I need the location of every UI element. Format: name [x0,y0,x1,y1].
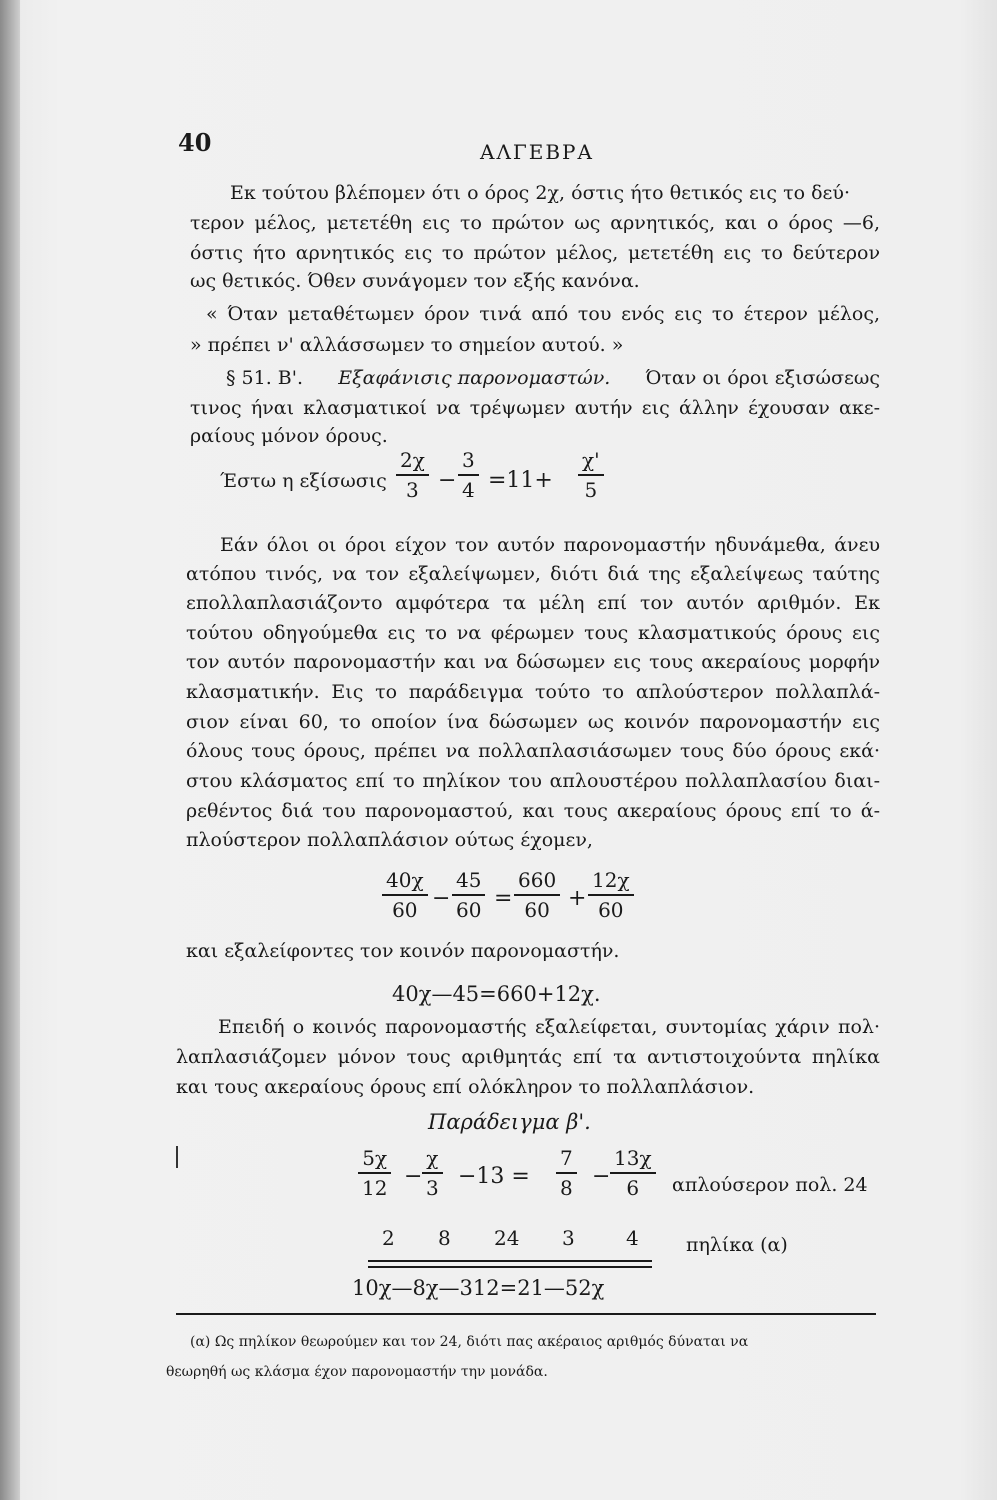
example-title: Παράδειγμα β'. [428,1110,591,1134]
para3-line: λαπλασιάζομεν μόνον τους αριθμητάς επί τα αντιστοιχούντα πηλίκα [176,1046,880,1068]
denominator: 8 [560,1176,573,1200]
para2-line: τούτου οδηγούμεθα εις το να φέρωμεν τους κλασματικούς όρους εις [186,622,880,644]
fraction [514,868,560,922]
operator: − [592,1164,611,1189]
denominator: 3 [406,478,419,502]
quotient-value: 4 [626,1226,639,1250]
denominator: 3 [426,1176,439,1200]
numerator: 45 [456,868,482,892]
para2-line: κλασματικήν. Εις το παράδειγμα τούτο το απλούστερον πολλαπλά- [186,681,880,703]
numerator: 7 [560,1146,573,1170]
para3-line: και τους ακεραίους όρους επί ολόκληρον το πολλαπλάσιον. [176,1076,755,1098]
para2-line: ατόπου τινός, να τον εξαλείψωμεν, διότι διά της εξαλείψεως ταύτης [186,563,880,585]
numerator: χ' [582,448,600,472]
operator: − [432,886,451,911]
running-head: ΑΛΓΕΒΡΑ [480,140,594,164]
eliminate-line: και εξαλείφοντες τον κοινόν παρονομαστήν. [186,940,620,962]
denominator: 12 [362,1176,388,1200]
numerator: 5χ [362,1146,388,1170]
section-51-line: τινος ήναι κλασματικοί να τρέψωμεν αυτήν εις άλλην έχουσαν ακε- [190,397,880,419]
operator: − [404,1164,423,1189]
equation-3: 40χ—45=660+12χ. [392,982,601,1006]
section-text: Όταν οι όροι εξισώσεως [645,367,880,389]
numerator: 13χ [614,1146,652,1170]
denominator: 6 [626,1176,640,1200]
quotient-value: 8 [438,1226,451,1250]
numerator: χ [426,1146,439,1170]
quotient-value: 2 [382,1226,395,1250]
double-rule [368,1266,652,1268]
margin-mark [176,1146,178,1168]
fraction [358,1146,391,1200]
para2-line: ρεθέντος διά του παρονομαστού, και τους ακεραίους όρους επί το ά- [186,800,880,822]
page-spine-shadow [0,0,20,1500]
denominator: 60 [392,898,418,922]
operator: −13 = [458,1164,530,1189]
para2-line: στου κλάσματος επί το πηλίκον του απλουστέρου πολλαπλασίου διαι- [186,770,880,792]
para1-line: τερον μέλος, μετετέθη εις το πρώτον ως αρνητικός, και ο όρος —6, [190,212,880,234]
para2-line: πλούστερον πολλαπλάσιον ούτως έχομεν, [186,829,593,851]
fraction [578,448,604,502]
operator: = [494,886,513,911]
quotient-value: 24 [494,1226,520,1250]
fraction [458,448,479,502]
denominator: 60 [598,898,624,922]
fraction [396,448,429,502]
numerator: 40χ [386,868,424,892]
lcm-note: απλούσερον πολ. 24 [672,1174,868,1196]
fraction [422,1146,443,1200]
double-rule [368,1260,652,1262]
quotient-value: 3 [562,1226,575,1250]
para3-line: Επειδή ο κοινός παρονομαστής εξαλείφεται, συντομίας χάριν πολ· [218,1016,880,1038]
footnote-rule [176,1313,876,1315]
section-number: § 51. Β'. [226,367,304,389]
numerator: 3 [462,448,475,472]
numerator: 660 [518,868,557,892]
fraction [556,1146,577,1200]
para2-line: Εάν όλοι οι όροι είχον τον αυτόν παρονομαστήν ηδυνάμεθα, άνευ [220,534,880,556]
equation-5: 10χ—8χ—312=21—52χ [352,1276,605,1300]
para1-line: όστις ήτο αρνητικός εις το πρώτον μέλος, μετετέθη εις το δεύτερον [190,242,880,264]
section-51-line: ραίους μόνον όρους. [190,425,388,447]
section-title: Εξαφάνισις παρονομαστών. [338,367,611,389]
numerator: 2χ [400,448,425,472]
rule-quote-line: « Όταν μεταθέτωμεν όρον τινά από του ενός εις το έτερον μέλος, [206,303,880,325]
para2-line: σιον είναι 60, το οποίον ίνα δώσωμεν ως κοινόν παρονομαστήν εις [186,711,880,733]
section-51-heading [226,367,880,389]
fraction [588,868,634,922]
para1-line: Εκ τούτου βλέπομεν ότι ο όρος 2χ, όστις ήτο θετικός εις το δεύ· [230,182,850,204]
footnote-line: θεωρηθή ως κλάσμα έχον παρονομαστήν την μονάδα. [166,1364,548,1380]
para2-line: επολλαπλασιάζοντο αμφότερα τα μέλη επί τον αυτόν αριθμόν. Εκ [186,592,880,614]
fraction [382,868,428,922]
denominator: 60 [456,898,482,922]
denominator: 4 [462,478,475,502]
denominator: 60 [524,898,550,922]
operator: + [568,886,587,911]
equation-1-intro: Έστω η εξίσωσις [220,470,387,492]
rule-quote-line: » πρέπει ν' αλλάσσωμεν το σημείον αυτού. » [190,334,624,356]
footnote-line: (α) Ως πηλίκον θεωρούμεν και τον 24, διότι πας ακέραιος αριθμός δύναται να [190,1334,749,1350]
fraction [610,1146,656,1200]
fraction [452,868,485,922]
quotients-note: πηλίκα (α) [686,1234,788,1256]
page-number: 40 [178,128,212,157]
numerator: 12χ [592,868,630,892]
para1-line: ως θετικός. Όθεν συνάγομεν τον εξής κανόνα. [190,270,640,292]
denominator: 5 [584,478,598,502]
operator: =11+ [488,468,553,493]
operator: − [438,468,457,493]
para2-line: τον αυτόν παρονομαστήν και να δώσωμεν εις τους ακεραίους μορφήν [186,651,880,673]
para2-line: όλους τους όρους, πρέπει να πολλαπλασιάσωμεν τους δύο όρους εκά· [186,740,880,762]
